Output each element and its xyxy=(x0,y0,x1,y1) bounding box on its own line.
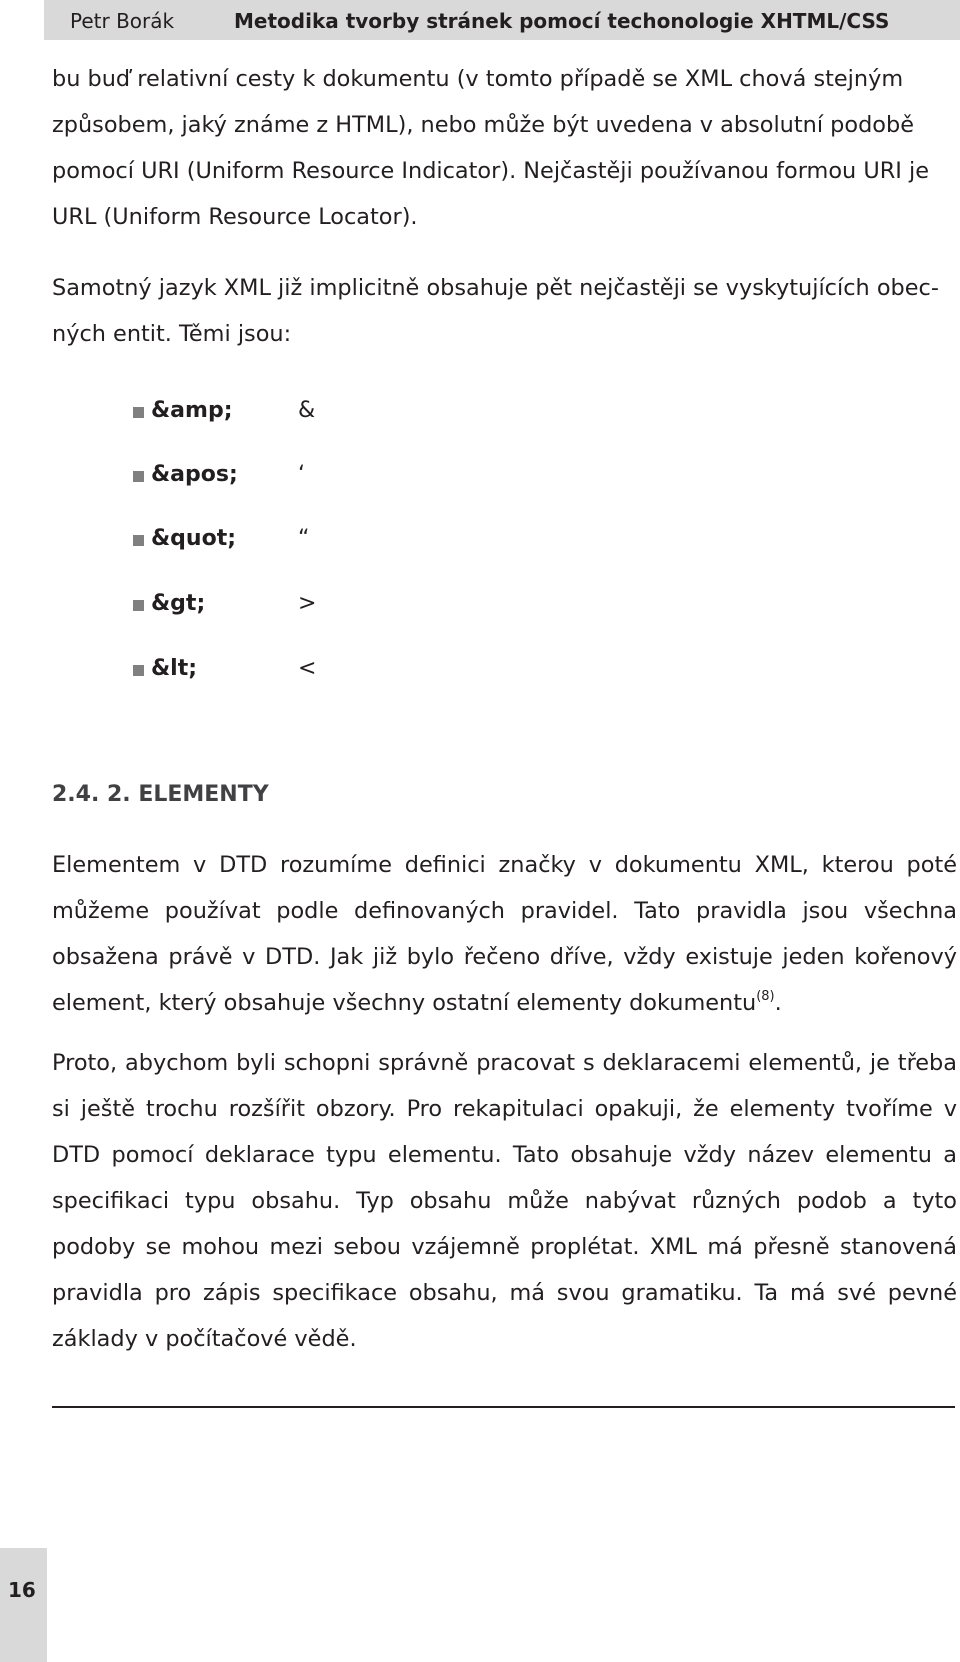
entity-code: &apos; xyxy=(151,462,238,487)
entity-code: &lt; xyxy=(151,656,198,681)
paragraph-elements-text: Elementem v DTD rozumíme definici značky v dokumentu XML, kterou poté můžeme používat podle definovaných pravidel. Tato pravidla jsou všechna obsažena právě v DTD. Jak již bylo řečeno dříve, vždy existuje jeden kořenový element, který obsahuje všechny ostatní elementy dokumentu xyxy=(52,852,957,1016)
entity-char: < xyxy=(298,656,317,681)
footnote-ref: (8) xyxy=(756,989,775,1004)
paragraph-entities-intro: Samotný jazyk XML již implicitně obsahuje pět nejčastěji se vyskytujících obec-ných entit. Těmi jsou: xyxy=(52,275,939,347)
bullet-square-icon xyxy=(133,407,144,418)
entity-char: > xyxy=(298,591,317,616)
entity-char: ‘ xyxy=(298,462,305,487)
entity-char: & xyxy=(298,398,316,423)
running-header xyxy=(44,0,960,40)
paragraph-declarations: Proto, abychom byli schopni správně pracovat s deklaracemi elementů, je třeba si ještě trochu rozšířit obzory. Pro rekapitulaci opakuji, že elementy tvoříme v DTD pomocí deklarace typu elementu. Tato obsahuje vždy název elementu a specifikaci typu obsahu. Typ obsahu může nabývat různých podob a tyto podoby se mohou mezi sebou vzájemně proplétat. XML má přesně stanovená pravidla pro zápis specifikace obsahu, má svou gramatiku. Ta má své pevné základy v počítačové vědě. xyxy=(52,1050,957,1352)
page-number: 16 xyxy=(8,1578,36,1602)
section-heading: 2.4. 2. ELEMENTY xyxy=(52,782,269,807)
paragraph-elements xyxy=(52,842,957,1026)
bullet-square-icon xyxy=(133,665,144,676)
entity-code: &amp; xyxy=(151,398,233,423)
bullet-square-icon xyxy=(133,535,144,546)
header-title: Metodika tvorby stránek pomocí techonologie XHTML/CSS xyxy=(234,9,890,33)
header-author: Petr Borák xyxy=(70,9,175,33)
bullet-square-icon xyxy=(133,600,144,611)
page-number-box xyxy=(0,1548,47,1662)
paragraph-uri: bu buď relativní cesty k dokumentu (v tomto případě se XML chová stejným způsobem, jaký známe z HTML), nebo může být uvedena v absolutní podobě pomocí URI (Uniform Resource Indicator). Nejčastěji používanou formou URI je URL (Uniform Resource Locator). xyxy=(52,66,929,230)
entity-code: &quot; xyxy=(151,526,237,551)
paragraph-elements-end: . xyxy=(774,990,782,1016)
bullet-square-icon xyxy=(133,471,144,482)
entity-char: “ xyxy=(298,526,310,551)
footnote-divider xyxy=(52,1406,955,1408)
entity-code: &gt; xyxy=(151,591,206,616)
